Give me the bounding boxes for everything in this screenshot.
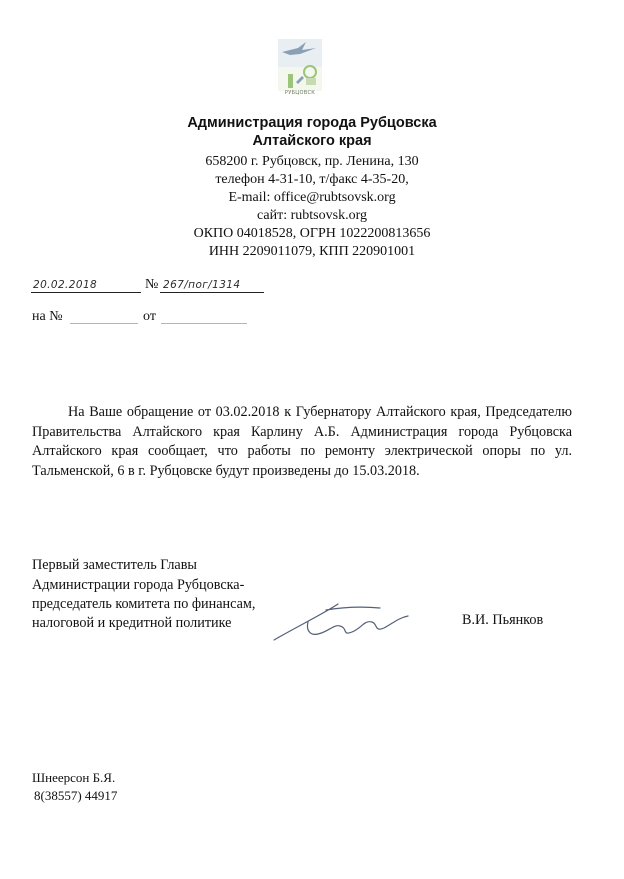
signer-title-1: Первый заместитель Главы (32, 557, 197, 573)
reg-number-sign: № (145, 277, 159, 292)
reg-number-underline (160, 292, 264, 293)
reply-date-underline (161, 323, 247, 324)
signature-scribble-icon (268, 596, 418, 646)
logo-caption: РУБЦОВСК (284, 90, 316, 96)
reply-on-label: на № (32, 309, 63, 324)
reg-date-underline (31, 292, 141, 293)
org-email: E-mail: office@rubtsovsk.org (228, 190, 396, 205)
reply-from-label: от (143, 309, 156, 324)
org-okpo: ОКПО 04018528, ОГРН 1022200813656 (193, 226, 431, 241)
city-logo (276, 38, 324, 100)
org-address: 658200 г. Рубцовск, пр. Ленина, 130 (205, 154, 419, 169)
reply-number-underline (70, 323, 138, 324)
letter-paragraph: На Ваше обращение от 03.02.2018 к Губернатору Алтайского края, Председателю Правительства Алтайского края Карлину А.Б. Администрация города Рубцовска Алтайского края сообщает, что работы по ремонту электрической опоры по ул. Тальменской, 6 в г. Рубцовске будут произведены до 15.03.2018. (32, 404, 572, 479)
org-site: сайт: rubtsovsk.org (257, 208, 367, 223)
reg-date: 20.02.2018 (33, 279, 98, 291)
org-name: Администрация города Рубцовска (187, 115, 437, 131)
executor-name: Шнеерсон Б.Я. (32, 770, 116, 785)
org-phone: телефон 4-31-10, т/факс 4-35-20, (215, 172, 409, 187)
reg-number: 267/пог/1314 (163, 279, 241, 291)
signer-title-4: налоговой и кредитной политике (32, 615, 232, 631)
org-inn: ИНН 2209011079, КПП 220901001 (208, 244, 416, 259)
signer-name: В.И. Пьянков (462, 612, 544, 628)
org-region: Алтайского края (252, 133, 372, 149)
handwritten-signature (268, 596, 418, 651)
letter-body (32, 403, 572, 481)
signer-title-3: председатель комитета по финансам, (32, 596, 256, 612)
signer-title-2: Администрации города Рубцовска- (32, 577, 245, 593)
executor-phone: 8(38557) 44917 (34, 788, 118, 803)
